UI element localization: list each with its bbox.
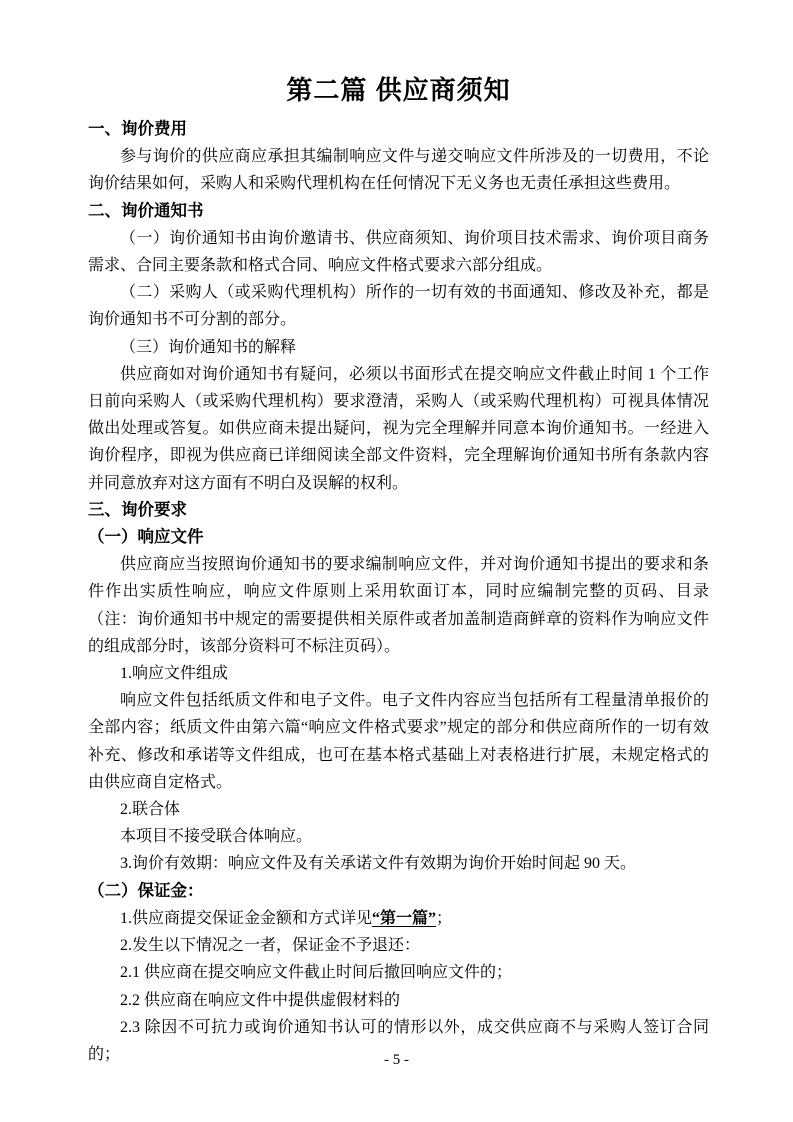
para-deposit-amount-prefix: 1.供应商提交保证金金额和方式详见 bbox=[120, 909, 373, 927]
para-notice-interpretation-title: （三）询价通知书的解释 bbox=[120, 338, 297, 356]
reference-part-one: “第一篇” bbox=[372, 909, 437, 927]
heading-inquiry-notice: 二、询价通知书 bbox=[88, 201, 204, 220]
para-deposit-forfeit-intro: 2.发生以下情况之一者，保证金不予退还： bbox=[120, 937, 421, 955]
para-deposit-forfeit-1: 2.1 供应商在提交响应文件截止时间后撤回响应文件的； bbox=[120, 964, 513, 982]
para-notice-composition: （一）询价通知书由询价邀请书、供应商须知、询价项目技术需求、询价项目商务需求、合同主要条款和格式合同、响应文件格式要求六部分组成。 bbox=[88, 229, 709, 275]
heading-deposit: （二）保证金： bbox=[88, 881, 204, 900]
document-title: 第二篇 供应商须知 bbox=[286, 75, 511, 105]
para-notice-interpretation: 供应商如对询价通知书有疑问，必须以书面形式在提交响应文件截止时间 1 个工作日前向采购人（或采购代理机构）要求澄清，采购人（或采购代理机构）可视具体情况做出处理或答复。如供应商未提出疑问，视为完全理解并同意本询价通知书。一经进入询价程序，即视为供应商已详细阅读全部文件资料，完全理解询价通知书所有条款内容并同意放弃对这方面有不明白及误解的权利。 bbox=[88, 365, 709, 492]
heading-inquiry-fees: 一、询价费用 bbox=[88, 120, 187, 138]
para-consortium: 本项目不接受联合体响应。 bbox=[120, 828, 313, 846]
para-response-preparation: 供应商应当按照询价通知书的要求编制响应文件，并对询价通知书提出的要求和条件作出实质性响应，响应文件原则上采用软面订本，同时应编制完整的页码、目录（注：询价通知书中规定的需要提供相关原件或者加盖制造商鲜章的资料作为响应文件的组成部分时，该部分资料可不标注页码）。 bbox=[88, 556, 709, 655]
para-notice-amendments: （二）采购人（或采购代理机构）所作的一切有效的书面通知、修改及补充，都是询价通知书不可分割的部分。 bbox=[88, 284, 709, 329]
para-response-composition: 响应文件包括纸质文件和电子文件。电子文件内容应当包括所有工程量清单报价的全部内容；纸质文件由第六篇“响应文件格式要求”规定的部分和供应商所作的一切有效补充、修改和承诺等文件组成，也可在基本格式基础上对表格进行扩展，未规定格式的由供应商自定格式。 bbox=[88, 692, 709, 791]
para-deposit-forfeit-2: 2.2 供应商在响应文件中提供虚假材料的 bbox=[120, 991, 401, 1009]
para-response-composition-title: 1.响应文件组成 bbox=[120, 665, 229, 683]
heading-inquiry-requirements: 三、询价要求 bbox=[88, 500, 187, 519]
heading-response-documents: （一）响应文件 bbox=[88, 528, 204, 547]
para-validity-period: 3.询价有效期：响应文件及有关承诺文件有效期为询价开始时间起 90 天。 bbox=[120, 855, 637, 873]
para-deposit-amount bbox=[88, 905, 709, 932]
para-deposit-amount-suffix: ； bbox=[436, 909, 453, 927]
document-body bbox=[88, 116, 709, 1068]
page-number: - 5 - bbox=[384, 1052, 409, 1068]
para-inquiry-fees: 参与询价的供应商应承担其编制响应文件与递交响应文件所涉及的一切费用，不论询价结果如何，采购人和采购代理机构在任何情况下无义务也无责任承担这些费用。 bbox=[88, 148, 709, 193]
para-deposit-forfeit-3: 2.3 除因不可抗力或询价通知书认可的情形以外，成交供应商不与采购人签订合同的； bbox=[88, 1018, 709, 1063]
para-consortium-title: 2.联合体 bbox=[120, 801, 181, 819]
